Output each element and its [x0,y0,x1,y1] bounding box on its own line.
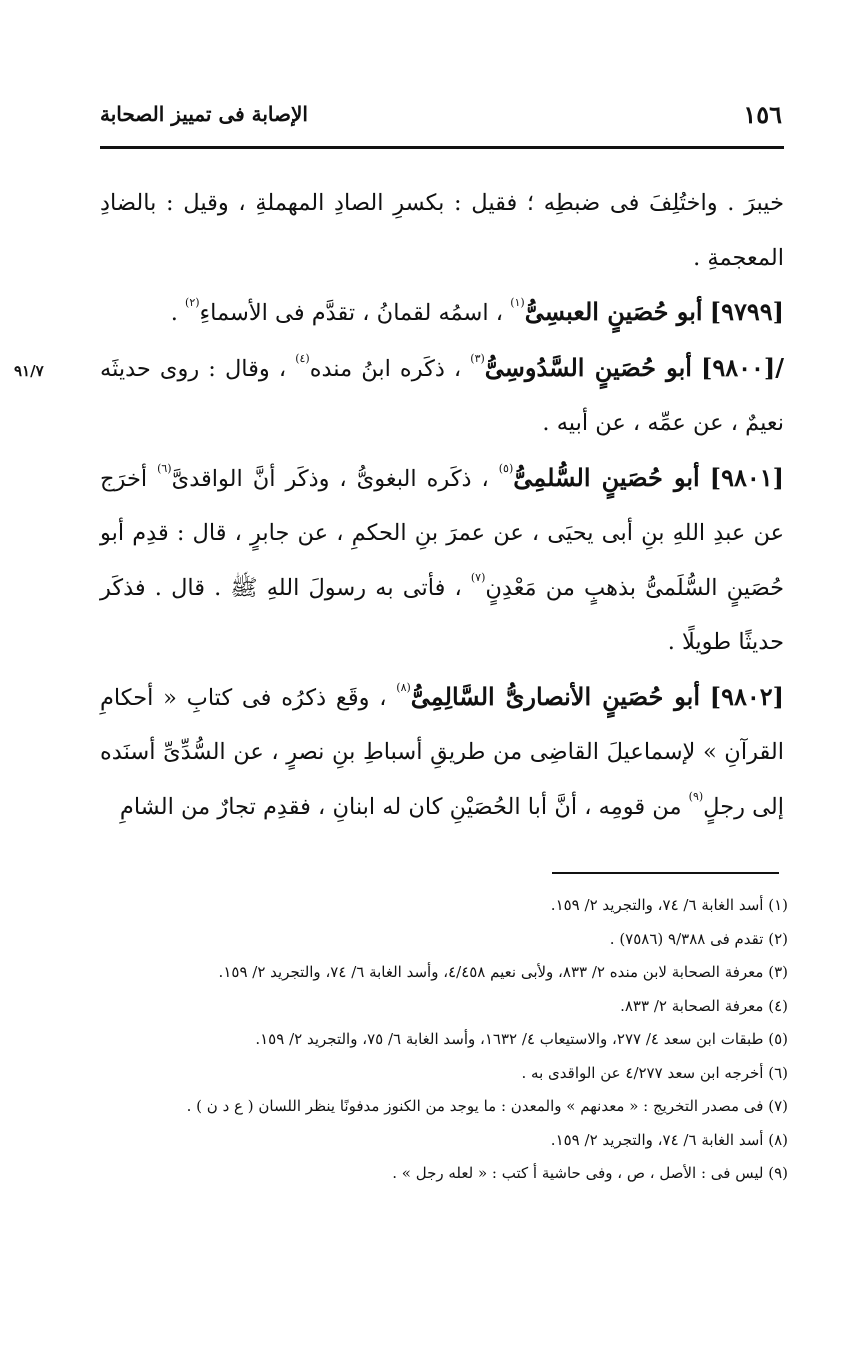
main-text [100,176,784,834]
footnote-5: (٥) طبقات ابن سعد ٤/ ٢٧٧، والاستيعاب ٤/ ١٦٣٢، وأسد الغابة ٦/ ٧٥، والتجريد ٢/ ١٥٩. [255,1030,788,1048]
footnote-ref: (٢) [185,296,200,309]
footnote-7: (٧) فى مصدر التخريج : « معدنهم » والمعدن : ما يوجد من الكنوز مدفونًا ينظر اللسان ( ع د ن ) . [186,1097,788,1115]
entry-number: /[٩٨٠٠] [701,352,785,382]
footnote-ref: (٣) [470,351,485,365]
footnote-8: (٨) أسد الغابة ٦/ ٧٤، والتجريد ٢/ ١٥٩. [550,1130,788,1149]
page-number: ١٥٦ [743,99,782,129]
entry-text: ، ذكَره ابنُ منده [309,355,462,382]
entry-text: أخرَج عن عبدِ اللهِ بنِ أبى يحيَى ، عن عمرَ بنِ الحكمِ ، عن جابرٍ ، قال : قدِم أبو حُصَينٍ السُّلَمىُّ بذهبٍ من مَعْدِنٍ [100,465,785,601]
footnote-1: (١) أسد الغابة ٦/ ٧٤، والتجريد ٢/ ١٥٩. [550,896,788,914]
entry-text: . [170,300,186,326]
entry-9800 [100,341,784,451]
entry-9802 [100,670,784,835]
entry-text: ، وقَع ذكرُه فى كتابِ « أحكامِ القرآنِ » لإسماعيلَ القاضِى من طريقِ أسباطِ بنِ نصرٍ ، عن السُّدِّىِّ أسنَده إلى رجلٍ [100,684,784,820]
entry-text: ، ذكَره البغوىُّ ، وذكَر أنَّ الواقدىَّ [171,465,489,492]
entry-text: ، اسمُه لقمانُ ، تقدَّم فى الأسماءِ [199,300,504,326]
header-rule [100,146,784,149]
footnote-4: (٤) معرفة الصحابة ٢/ ٨٣٣. [620,996,788,1015]
footnote-ref: (٩) [688,789,704,803]
footnote-ref: (٧) [470,570,486,584]
page-header [100,94,782,134]
entry-number: [٩٨٠١] [709,462,784,492]
footnotes [98,889,788,1191]
entry-number: [٩٨٠٢] [709,681,785,711]
footnote-ref: (٥) [498,461,514,475]
entry-name: أبو حُصَينٍ العبسِىُّ [524,297,703,326]
running-title: الإصابة فى تمييز الصحابة [100,102,308,126]
footnote-2: (٢) تقدم فى ٩/٣٨٨ (٧٥٨٦) . [609,929,788,948]
footnote-6: (٦) أخرجه ابن سعد ٤/٢٧٧ عن الواقدى به . [521,1063,788,1082]
footnote-ref: (١) [510,296,525,309]
entry-text: ، فأتى به رسولَ اللهِ ﷺ . قال . فذكَر حديثًا طويلًا . [100,574,784,655]
footnote-ref: (٤) [295,351,310,365]
continuation-paragraph: خيبرَ . واختُلِفَ فى ضبطِه ؛ فقيل : بكسرِ الصادِ المهملةِ ، وقيل : بالضادِ المعجمةِ . [100,190,784,271]
footnote-ref: (٨) [396,680,411,694]
footnote-ref: (٦) [157,461,172,475]
entry-text: ، وقال : روى حديثَه نعيمٌ ، عن عمِّه ، عن أبيه . [100,355,784,436]
entry-9799 [100,285,784,341]
entry-9801 [100,451,784,670]
entry-name: أبو حُصَينٍ الأنصارىُّ السَّالِمِىُّ [410,681,700,711]
footnote-9: (٩) ليس فى : الأصل ، ص ، وفى حاشية أ كتب : « لعله رجل » . [392,1164,788,1182]
entry-name: أبو حُصَينٍ السُّلمِىُّ [513,462,700,492]
entry-text: من قومِه ، أنَّ أبا الحُصَيْنِ كان له ابنانِ ، فقدِم تجارٌ من الشامِ [119,793,682,820]
entry-name: أبو حُصَينٍ السَّدُوسِىُّ [484,352,692,382]
entry-number: [٩٧٩٩] [709,297,784,326]
footnote-3: (٣) معرفة الصحابة لابن منده ٢/ ٨٣٣، ولأبى نعيم ٤/٤٥٨، وأسد الغابة ٦/ ٧٤، والتجريد ٢/ ١٥٩. [218,963,788,981]
footnote-rule [552,872,779,874]
margin-reference: ٩١/٧ [14,362,44,380]
